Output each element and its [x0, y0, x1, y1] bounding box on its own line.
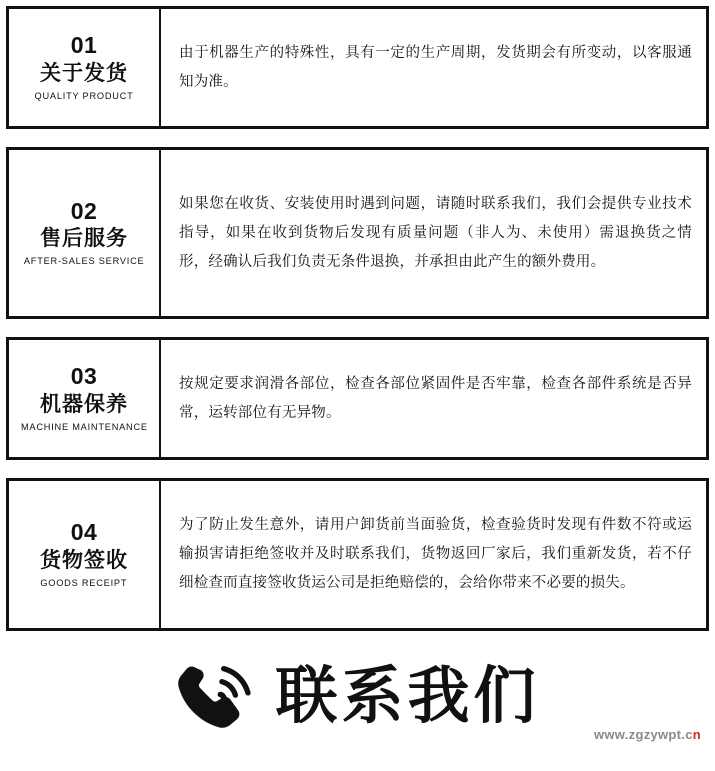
section-header-01: [9, 9, 161, 126]
section-header-04: [9, 481, 161, 628]
section-body-text: 如果您在收货、安装使用时遇到问题，请随时联系我们，我们会提供专业技术指导，如果在收到货物后发现有质量问题（非人为、未使用）需退换货之情形，经确认后我们负责无条件退换，并承担由此产生的额外费用。: [179, 195, 692, 270]
section-title-cn: 货物签收: [40, 548, 128, 572]
section-body-text: 为了防止发生意外，请用户卸货前当面验货，检查验货时发现有件数不符或运输损害请拒绝签收并及时联系我们，货物返回厂家后，我们重新发货，若不仔细检查而直接签收货运公司是拒绝赔偿的，会给你带来不必要的损失。: [179, 517, 692, 591]
section-title-cn: 售后服务: [40, 227, 128, 251]
section-card-03: [6, 337, 709, 460]
section-number: 01: [70, 32, 98, 59]
section-body-02: [161, 150, 706, 316]
section-header-02: [9, 150, 161, 316]
section-title-en: GOODS RECEIPT: [40, 577, 128, 589]
contact-title: 联系我们: [275, 662, 540, 731]
section-title-en: QUALITY PRODUCT: [34, 90, 134, 102]
section-title-en: AFTER-SALES SERVICE: [23, 256, 145, 268]
watermark-suffix: n: [692, 727, 701, 742]
section-number: 03: [70, 363, 98, 390]
section-body-04: [161, 481, 706, 628]
section-header-03: [9, 340, 161, 457]
section-body-text: 由于机器生产的特殊性，具有一定的生产周期，发货期会有所变动，以客服通知为准。: [179, 44, 692, 90]
contact-banner: [6, 649, 709, 745]
watermark: [594, 727, 701, 742]
phone-icon: [175, 661, 257, 733]
section-card-01: [6, 6, 709, 129]
section-number: 02: [70, 197, 98, 224]
section-title-cn: 关于发货: [40, 61, 128, 85]
section-title-cn: 机器保养: [40, 392, 128, 416]
watermark-prefix: www.zgzywpt.c: [593, 727, 693, 742]
section-number: 04: [70, 519, 98, 546]
section-body-text: 按规定要求润滑各部位，检查各部位紧固件是否牢靠，检查各部件系统是否异常，运转部位有无异物。: [179, 375, 692, 421]
section-body-03: [161, 340, 706, 457]
section-card-02: [6, 147, 709, 319]
section-card-04: [6, 478, 709, 631]
section-body-01: [161, 9, 706, 126]
section-title-en: MACHINE MAINTENANCE: [20, 421, 148, 433]
